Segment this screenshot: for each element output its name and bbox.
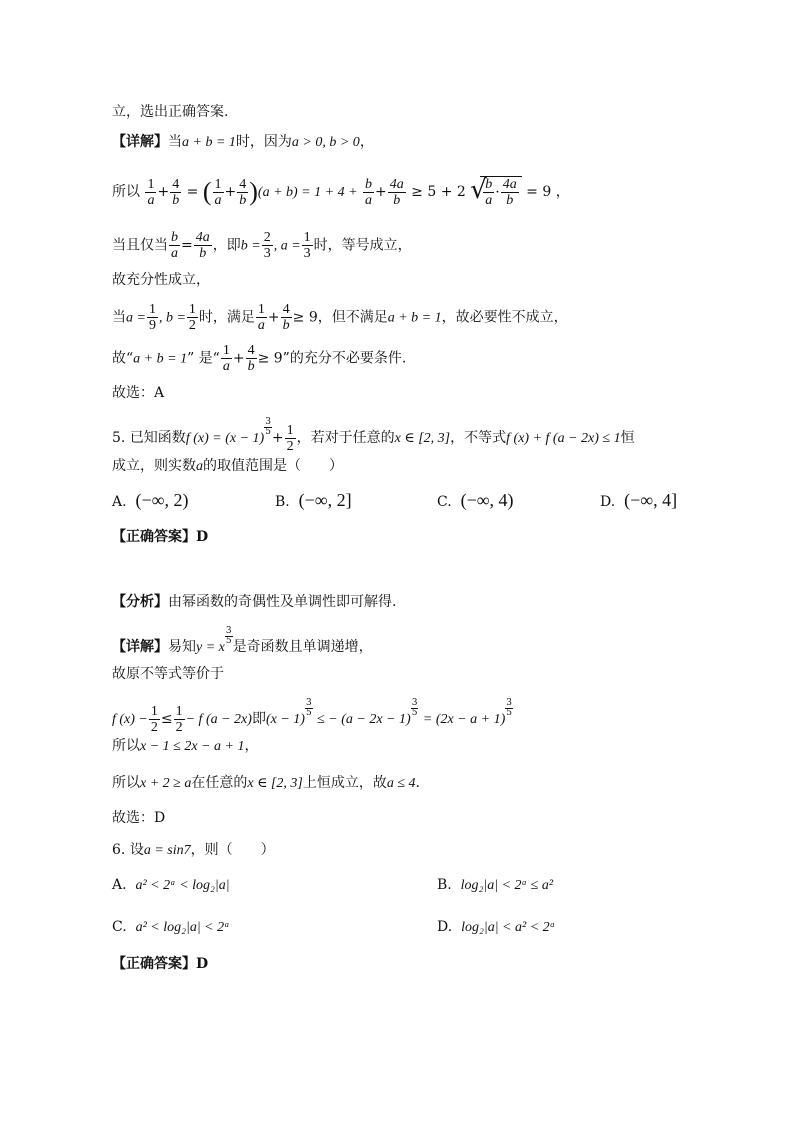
q5-text-c: ，不等式 [450, 430, 507, 446]
eq2-comma: , a = [273, 238, 301, 254]
q5-correct: 【正确答案】D [112, 529, 209, 545]
q6-option-c[interactable]: C. a² < log₂|a| < 2ᵃ [112, 919, 230, 935]
q5-func: f (x) = (x − 1) [185, 431, 265, 446]
detail5-select: 故选：D [112, 810, 166, 826]
equation-4: 故“a + b = 1” 是“ $\frac{1}{a}$ + $\frac{4}{b}$ ≥ 9”的充分不必要条件. [112, 343, 407, 374]
answer4-select: 故选：A [112, 385, 165, 401]
q5-exp: $\frac{3}{5}$ [265, 417, 271, 437]
q5-line2-b: 的取值范围是（ ） [203, 458, 343, 474]
analysis-text: 由幂函数的奇偶性及单调性即可解得. [168, 594, 397, 610]
eq1-plus-2: + [224, 184, 237, 200]
frac-1-2: $\frac{1}{2}$ [188, 302, 196, 333]
analysis5 [112, 592, 396, 612]
eq1-eq: = [186, 184, 199, 200]
frac-4-b-eq3: $\frac{4}{b}$ [282, 302, 290, 333]
frac-4a-b-eq2: $\frac{4a}{b}$ [195, 230, 210, 261]
ineq-half-2: $\frac{1}{2}$ [175, 703, 183, 735]
ineq-a: f (x) − [112, 712, 148, 727]
ineq-d: ≤ − (a − 2x − 1) [317, 712, 411, 727]
q5-number: 5. [112, 430, 126, 446]
q5-option-a[interactable]: A. (−∞, 2) [112, 490, 189, 510]
so2-line: 所以x + 2 ≥ a在任意的x ∈ [2, 3]上恒成立，故a ≤ 4. [112, 775, 420, 791]
question-5-line2 [112, 456, 343, 477]
detail5-text-a: 易知 [168, 639, 196, 655]
q6-def: a = sin7 [143, 843, 191, 858]
q5-option-b[interactable]: B. (−∞, 2] [275, 490, 352, 510]
ineq-e: = (2x − a + 1) [422, 712, 506, 727]
q6-option-d[interactable]: D. log₂|a| < a² < 2ᵃ [437, 919, 556, 935]
frac-b-a: $\frac{b}{a}$ [364, 176, 372, 208]
eq2-bval: b = [240, 238, 261, 254]
sqrt-term: √ $\frac{b}{a}$ · $\frac{4a}{b}$ [470, 176, 521, 208]
q5-var: a [196, 459, 203, 474]
q5-line2: 成立，则实数 [112, 458, 196, 474]
q6-text-b: ，则（ ） [190, 842, 275, 858]
eq1-plus: + [157, 184, 170, 200]
eq3-a-eq: a = [126, 310, 146, 326]
frac-1-3: $\frac{1}{3}$ [303, 230, 311, 261]
frac-4-b-2: $\frac{4}{b}$ [239, 176, 247, 208]
detail-label: 【详解】 [112, 134, 168, 150]
eq1-ge: ≥ 5 + 2 [411, 184, 466, 200]
ineq-c: (x − 1) [265, 712, 305, 727]
eq4-suffix: ”的充分不必要条件. [282, 350, 407, 367]
eq4-cond: a + b = 1 [133, 351, 188, 367]
analysis-label: 【分析】 [112, 594, 168, 610]
q5-text-a: 已知函数 [129, 430, 186, 446]
ineq-le: ≤ [160, 711, 173, 727]
q6-number: 6. [112, 842, 126, 858]
frac-1-a-2: $\frac{1}{a}$ [214, 176, 222, 208]
frac-2-3: $\frac{2}{3}$ [263, 230, 271, 261]
ineq-line: f (x) − $\frac{1}{2}$ ≤ $\frac{1}{2}$ − f (a − 2x)即(x − 1) $\frac{3}{5}$ ≤ − (a − 2x − 1) $\frac{3}{5}$ = (2x − a + 1) $\frac{3}{5}$ [112, 698, 513, 735]
frac-1-a: $\frac{1}{a}$ [147, 176, 155, 208]
q5-domain: x ∈ [2, 3] [394, 431, 451, 446]
eq3-b-eq: , b = [158, 310, 186, 326]
detail4-pos: a > 0, b > 0 [291, 135, 360, 150]
eq2-prefix: 当且仅当 [112, 237, 168, 254]
detail5-text-b: 是奇函数且单调递增， [232, 639, 373, 655]
frac-b-a-eq2: $\frac{b}{a}$ [171, 230, 178, 261]
q6-correct: 【正确答案】D [112, 956, 209, 972]
eq4-ge9: ≥ 9 [257, 350, 283, 367]
q5-half: $\frac{1}{2}$ [286, 422, 294, 454]
q5-plus: + [271, 430, 284, 446]
sufficient-line: 故充分性成立， [112, 272, 210, 288]
equation-1: 所以 $\frac{1}{a}$ + $\frac{4}{b}$ = ( $\frac{1}{a}$ + $\frac{4}{b}$ )(a + b) = 1 + 4 + $\frac{b}{a}$ + $\frac{4a}{b}$ ≥ 5 + 2 √ $\frac{b}{a}$ · $\frac{4a}{b}$ = 9 ， [112, 175, 570, 208]
question-5 [112, 418, 635, 454]
eq3-ge9: ≥ 9 [292, 309, 318, 326]
frac-1-a-eq3: $\frac{1}{a}$ [257, 302, 265, 333]
q5-ineq: f (x) + f (a − 2x) ≤ 1 [506, 431, 621, 446]
eq1-mid: (a + b) = 1 + 4 + [257, 185, 358, 200]
eq1-plus-3: + [374, 184, 387, 200]
q5-option-d[interactable]: D. (−∞, 4] [600, 490, 678, 510]
eq3-suffix: ，故必要性不成立， [441, 309, 568, 326]
eq3-mid: 时，满足 [198, 309, 255, 326]
equation-3: 当a = $\frac{1}{9}$ , b = $\frac{1}{2}$ 时，满足 $\frac{1}{a}$ + $\frac{4}{b}$ ≥ 9，但不满足a + b = 1，故必要性不成立， [112, 302, 568, 333]
detail4-text-b: 时，因为 [235, 134, 292, 150]
detail5-line [112, 627, 373, 658]
question-6 [112, 840, 275, 861]
eq2-mid: ，即 [212, 237, 241, 254]
equation-2 [112, 230, 412, 261]
detail5-func: y = x [196, 640, 225, 655]
q6-option-b[interactable]: B. log₂|a| < 2ᵃ ≤ a² [437, 877, 554, 893]
eq4-mid: ” 是“ [187, 350, 220, 367]
ineq-b: − f (a − 2x) [185, 712, 252, 727]
eq1-result: = 9 ， [526, 184, 570, 200]
frac-4a-b: $\frac{4a}{b}$ [389, 176, 404, 208]
ineq-ji: 即 [251, 711, 266, 727]
frac-4-b-eq4: $\frac{4}{b}$ [247, 343, 255, 374]
eq2-suffix: 时，等号成立， [313, 237, 412, 254]
eq1-prefix: 所以 [112, 184, 140, 200]
eq4-prefix: 故“ [112, 350, 134, 367]
equiv-line: 故原不等式等价于 [112, 666, 224, 682]
eq3-cond: a + b = 1 [387, 310, 442, 326]
eq2-eq: = [181, 237, 193, 254]
detail4-cond: a + b = 1 [182, 135, 236, 150]
detail5-exp: $\frac{3}{5}$ [225, 626, 232, 646]
eq3-prefix: 当 [112, 309, 126, 326]
detail4-line [112, 132, 374, 153]
detail4-text-a: 当 [168, 134, 182, 150]
ineq-half-1: $\frac{1}{2}$ [150, 703, 158, 735]
intro-line: 立，选出正确答案. [112, 104, 229, 120]
detail4-text-c: ， [359, 134, 374, 150]
detail5-label: 【详解】 [112, 639, 168, 655]
q5-option-c[interactable]: C. (−∞, 4) [437, 490, 514, 510]
so1-line: 所以x − 1 ≤ 2x − a + 1， [112, 738, 259, 754]
q6-text-a: 设 [129, 842, 144, 858]
q5-text-b: ，若对于任意的 [296, 430, 395, 446]
frac-1-9: $\frac{1}{9}$ [148, 302, 156, 333]
frac-1-a-eq4: $\frac{1}{a}$ [222, 343, 230, 374]
q6-option-a[interactable]: A. a² < 2ᵃ < log₂|a| [112, 877, 230, 893]
eq3-mid2: ，但不满足 [317, 309, 388, 326]
q5-text-d: 恒 [620, 430, 635, 446]
frac-4-b: $\frac{4}{b}$ [172, 176, 180, 208]
